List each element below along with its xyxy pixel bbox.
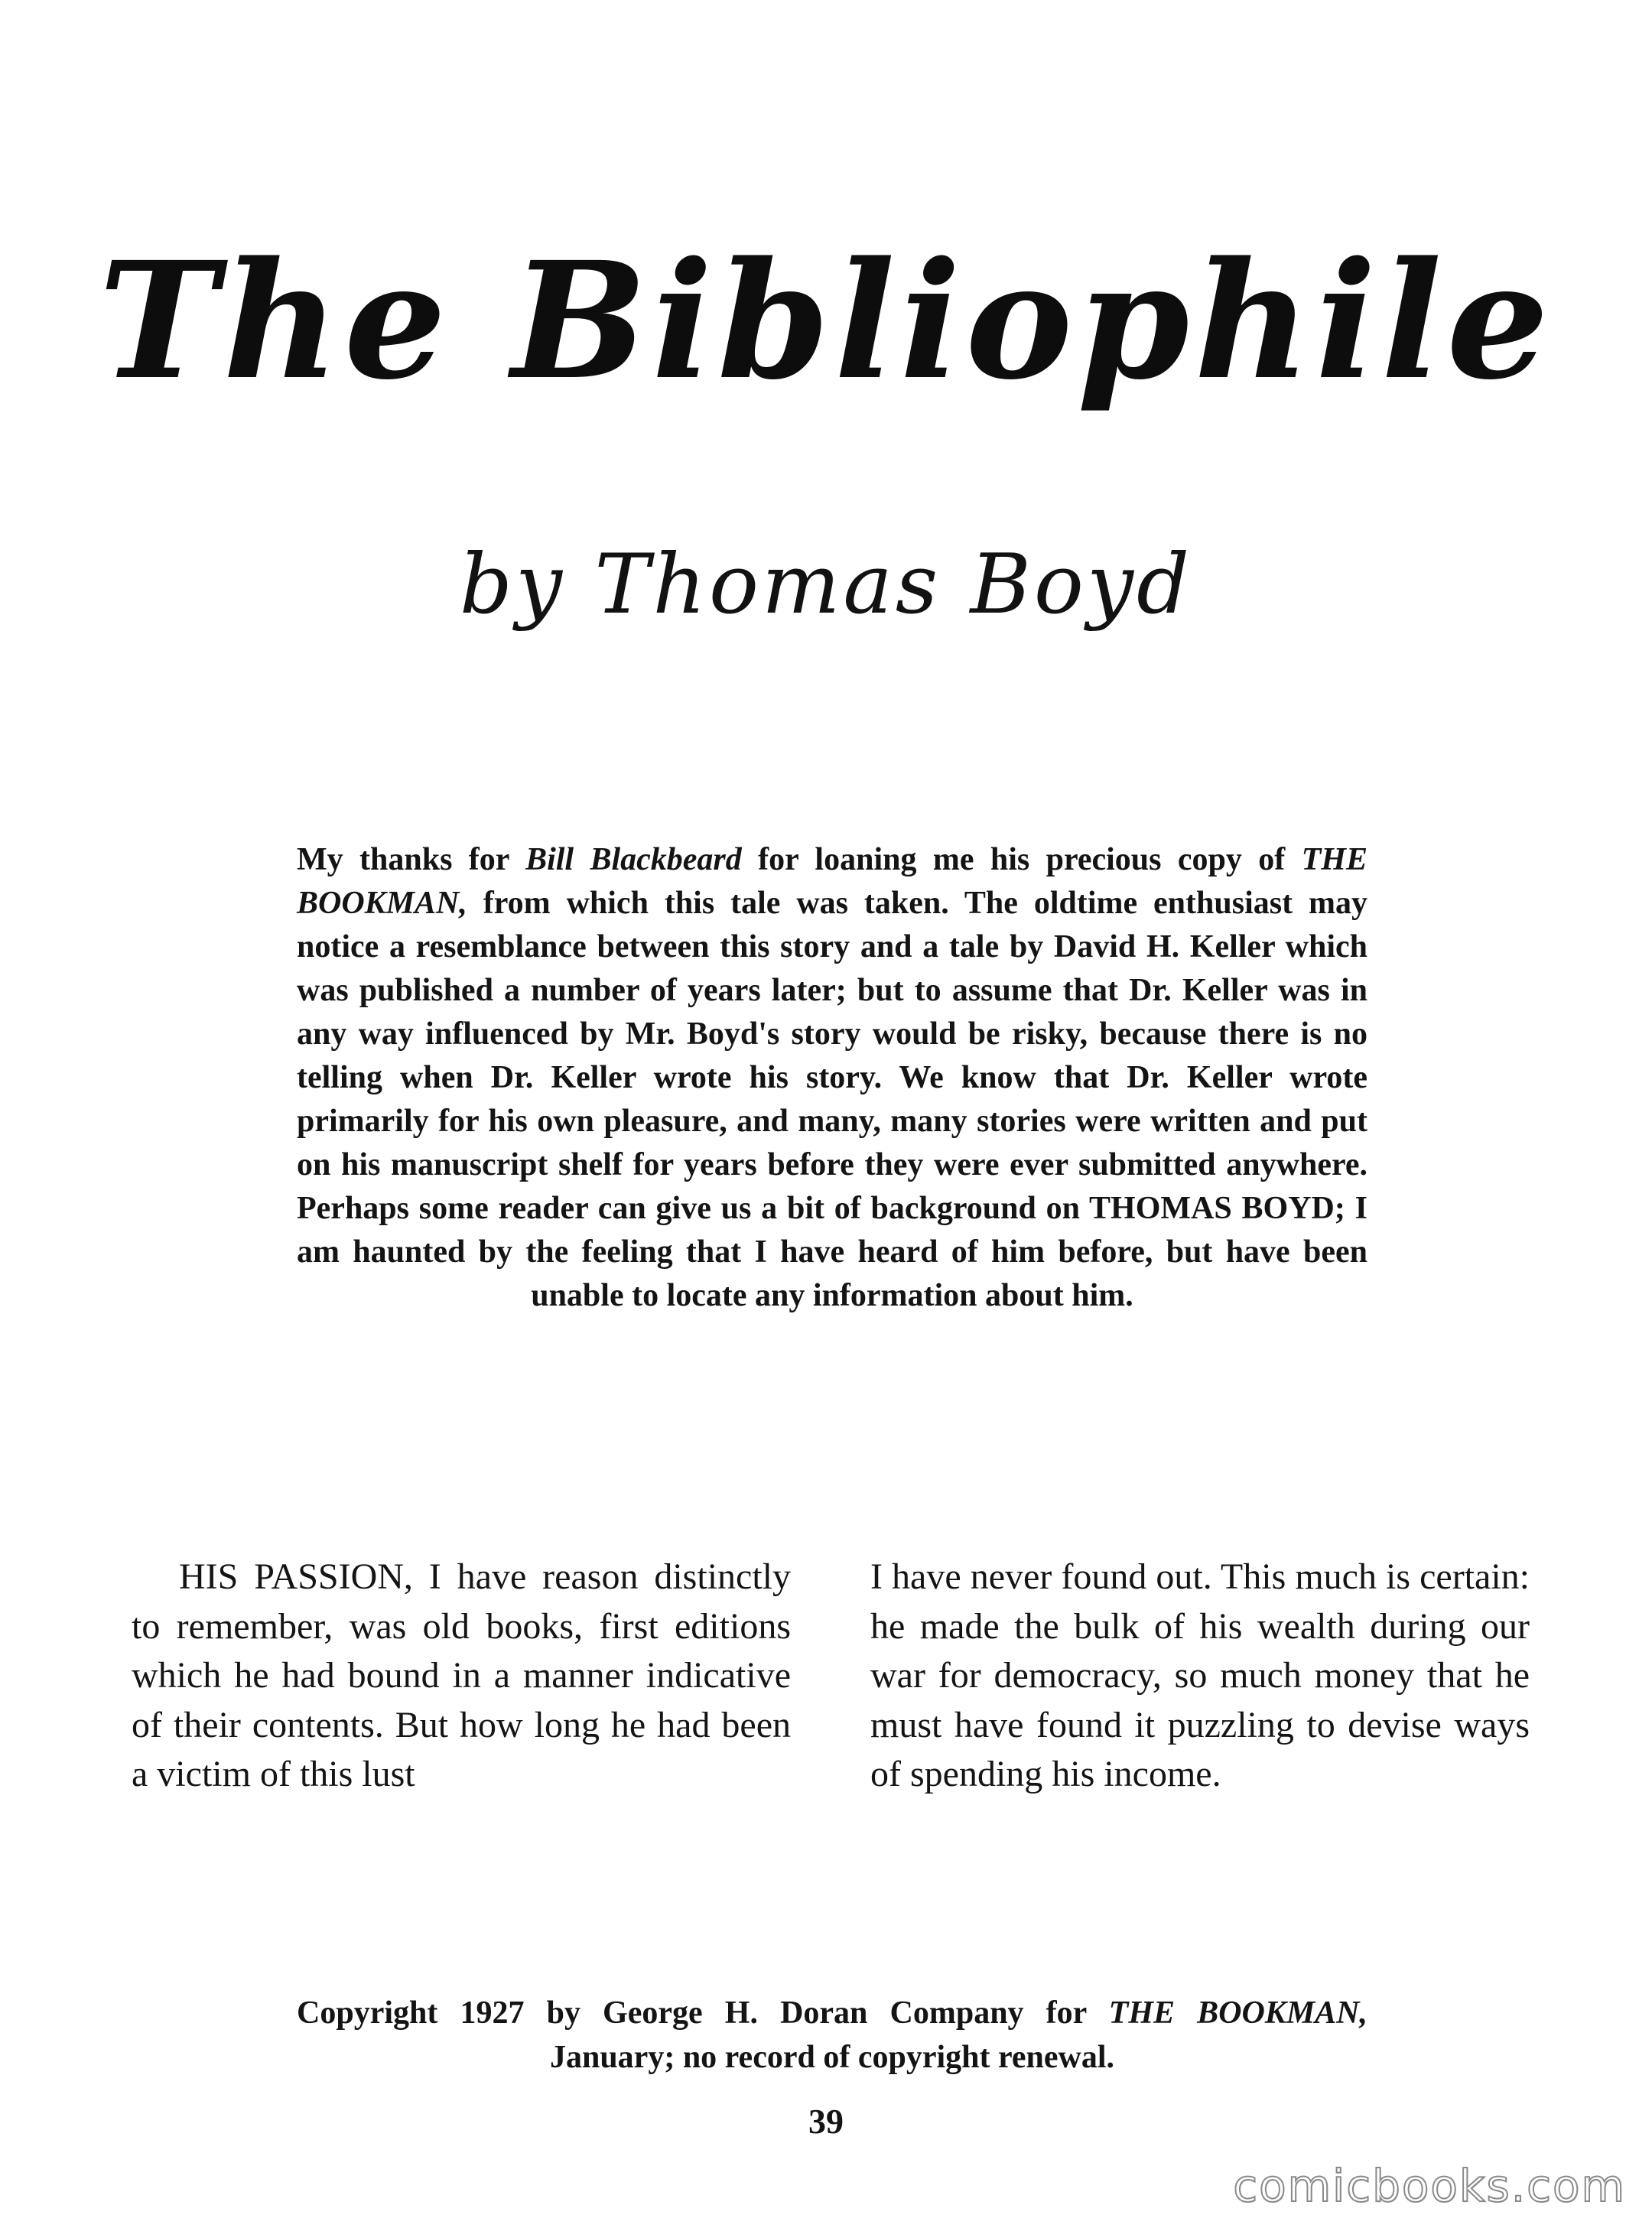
intro-name: Bill Blackbeard [525, 842, 742, 877]
copyright-text-2: January; no record of copyright renewal. [549, 2040, 1115, 2075]
intro-magazine: THE BOOKMAN, [297, 842, 1367, 921]
intro-text-2: for loaning me his precious copy of [741, 842, 1302, 877]
intro-text-1: My thanks for [297, 842, 526, 877]
story-title: The Bibliophile [98, 226, 1554, 415]
author-byline: by Thomas Boyd [459, 537, 1193, 633]
editor-introduction [297, 838, 1367, 1318]
story-column-left: HIS PASSION, I have reason distinctly to remember, was old books, first editions which he had bound in a manner indicative of their contents. But how long he had been a victim of this lust [132, 1556, 791, 1794]
copyright-text-1: Copyright 1927 by George H. Doran Company for [297, 1995, 1109, 2031]
copyright-magazine: THE BOOKMAN, [1108, 1995, 1368, 2031]
copyright-notice [297, 1991, 1367, 2080]
site-watermark: comicbooks.com [1233, 2160, 1626, 2212]
page-number: 39 [808, 2102, 844, 2141]
intro-text-3: from which this tale was taken. The oldtime enthusiast may notice a resemblance between this story and a tale by David H. Keller which was published a number of years later; but to assume that Dr. Keller was in any way influenced by Mr. Boyd's story would be risky, because there is no telling when Dr. Keller wrote his story. We know that Dr. Keller wrote primarily for his own pleasure, and many, many stories were written and put on his manuscript shelf for years before they were ever submitted anywhere. Perhaps some reader can give us a bit of background on THOMAS BOYD; I am haunted by the feeling that I have heard of him before, but have been unable to locate any information about him. [297, 886, 1367, 1313]
story-column-right: I have never found out. This much is certain: he made the bulk of his wealth during our war for democracy, so much money that he must have found it puzzling to devise ways of spending his income. [870, 1556, 1530, 1794]
